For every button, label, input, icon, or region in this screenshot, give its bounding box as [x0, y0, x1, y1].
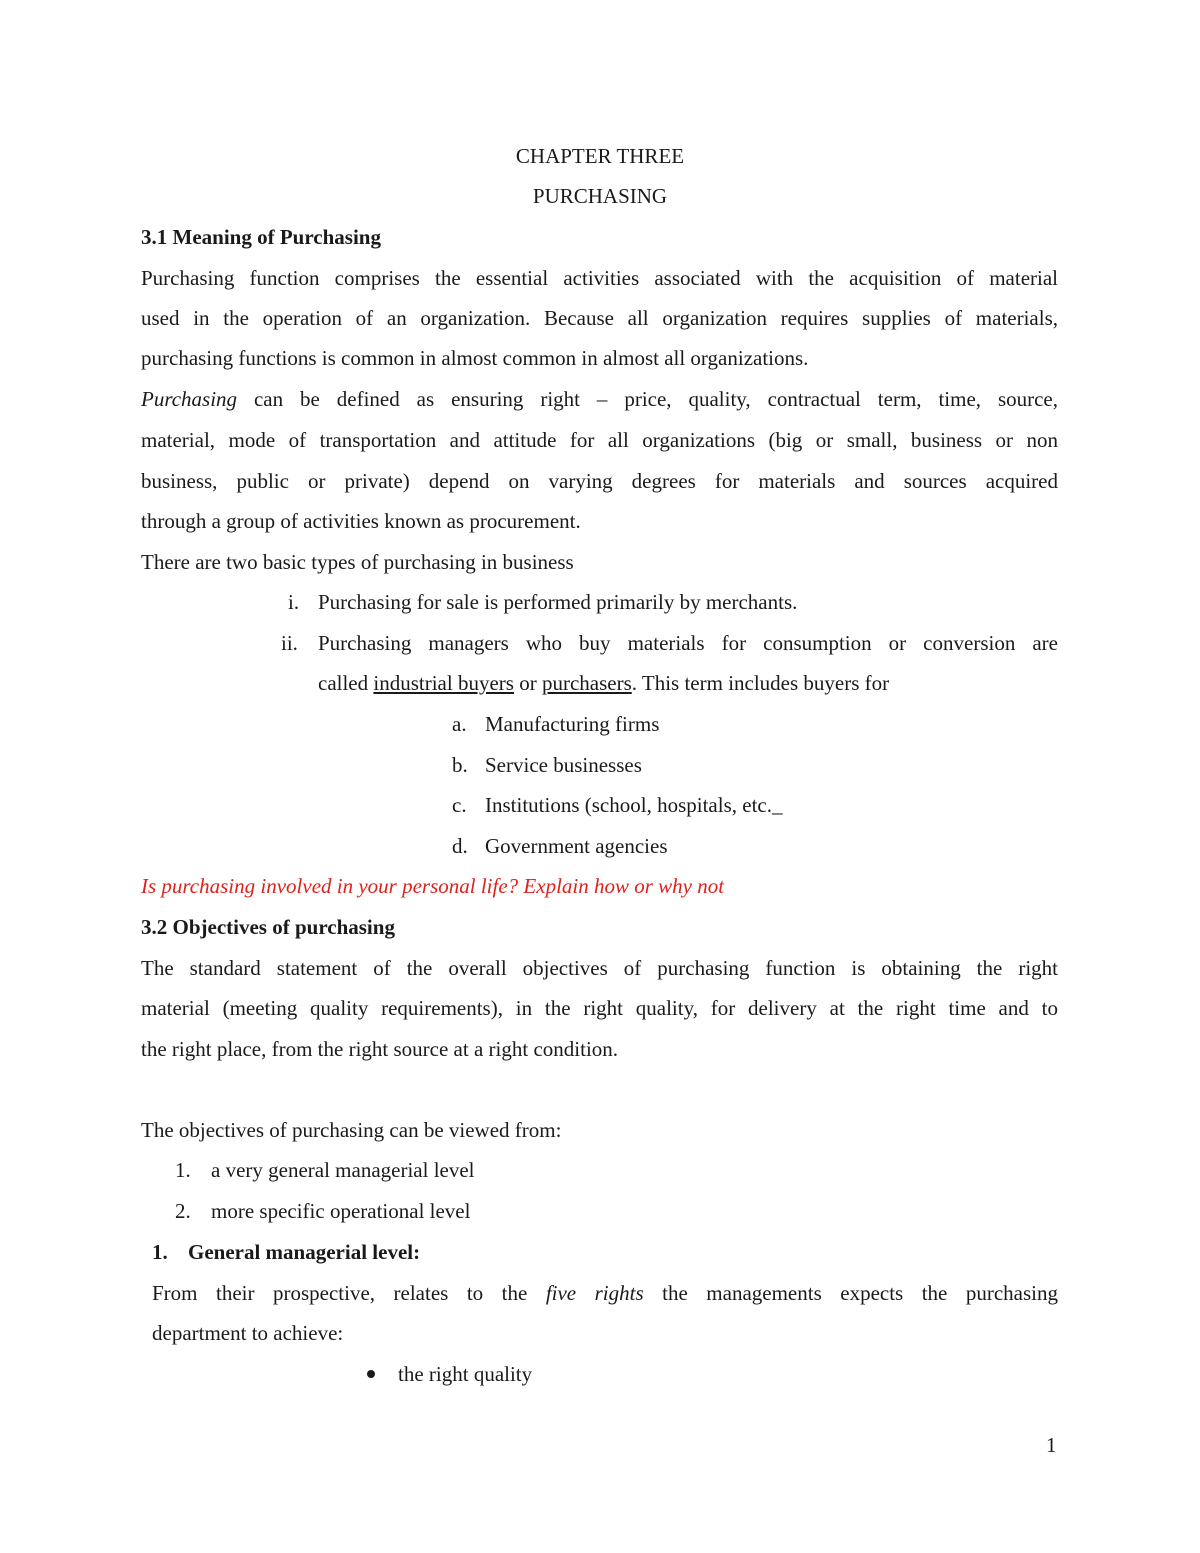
section-heading-3-2: 3.2 Objectives of purchasing: [141, 915, 395, 939]
list-item: a very general managerial level: [211, 1158, 475, 1182]
sub-paragraph-line: department to achieve:: [152, 1321, 344, 1345]
list-item: Service businesses: [485, 753, 642, 777]
list-marker: d.: [452, 834, 468, 858]
definition-line: through a group of activities known as procurement.: [141, 509, 581, 533]
list-item: more specific operational level: [211, 1199, 471, 1223]
sub-paragraph-line: From their prospective, relates to the five rights the managements expects the purchasing: [152, 1281, 1059, 1305]
list-item: Purchasing managers who buy materials for consumption or conversion are: [318, 631, 1058, 655]
list-item: Purchasing for sale is performed primarily by merchants.: [318, 590, 798, 614]
types-intro: There are two basic types of purchasing in business: [141, 550, 574, 574]
list-marker: i.: [288, 590, 300, 614]
list-marker: a.: [452, 712, 467, 736]
paragraph-line: used in the operation of an organization. Because all organization requires supplies of materials,: [141, 306, 1058, 330]
discussion-question: Is purchasing involved in your personal life? Explain how or why not: [141, 874, 725, 898]
chapter-title: PURCHASING: [532, 184, 668, 208]
list-item: the right quality: [398, 1362, 533, 1386]
list-item: Institutions (school, hospitals, etc._: [485, 793, 783, 817]
term-industrial-buyers: industrial buyers: [373, 671, 514, 695]
paragraph-line: material (meeting quality requirements), in the right quality, for delivery at the right time and to: [141, 996, 1058, 1020]
definition-line: business, public or private) depend on varying degrees for materials and sources acquired: [141, 469, 1058, 493]
list-marker: 2.: [175, 1199, 191, 1223]
bullet-icon: [367, 1370, 375, 1378]
paragraph-line: purchasing functions is common in almost common in almost all organizations.: [141, 346, 809, 370]
paragraph-line: The standard statement of the overall objectives of purchasing function is obtaining the right: [141, 956, 1058, 980]
list-item-continuation: called industrial buyers or purchasers. This term includes buyers for: [318, 671, 890, 695]
paragraph-line: the right place, from the right source at a right condition.: [141, 1037, 619, 1061]
sub-heading-marker: 1.: [152, 1240, 168, 1264]
paragraph-line: Purchasing function comprises the essential activities associated with the acquisition of material: [141, 266, 1058, 290]
list-marker: b.: [452, 753, 468, 777]
list-item: Government agencies: [485, 834, 668, 858]
list-marker: 1.: [175, 1158, 191, 1182]
definition-line: Purchasing can be defined as ensuring right – price, quality, contractual term, time, source,: [141, 387, 1058, 411]
list-item: Manufacturing firms: [485, 712, 660, 736]
list-marker: ii.: [281, 631, 298, 655]
sub-heading-general-managerial: General managerial level:: [188, 1240, 421, 1264]
list-marker: c.: [452, 793, 467, 817]
chapter-number: CHAPTER THREE: [515, 144, 685, 168]
levels-intro: The objectives of purchasing can be viewed from:: [141, 1118, 562, 1142]
section-heading-3-1: 3.1 Meaning of Purchasing: [141, 225, 381, 249]
five-rights-term: five rights: [545, 1281, 644, 1305]
definition-term: Purchasing: [141, 387, 238, 411]
page-number: 1: [1046, 1433, 1057, 1457]
term-purchasers: purchasers: [541, 671, 632, 695]
definition-line: material, mode of transportation and attitude for all organizations (big or small, business or non: [141, 428, 1058, 452]
